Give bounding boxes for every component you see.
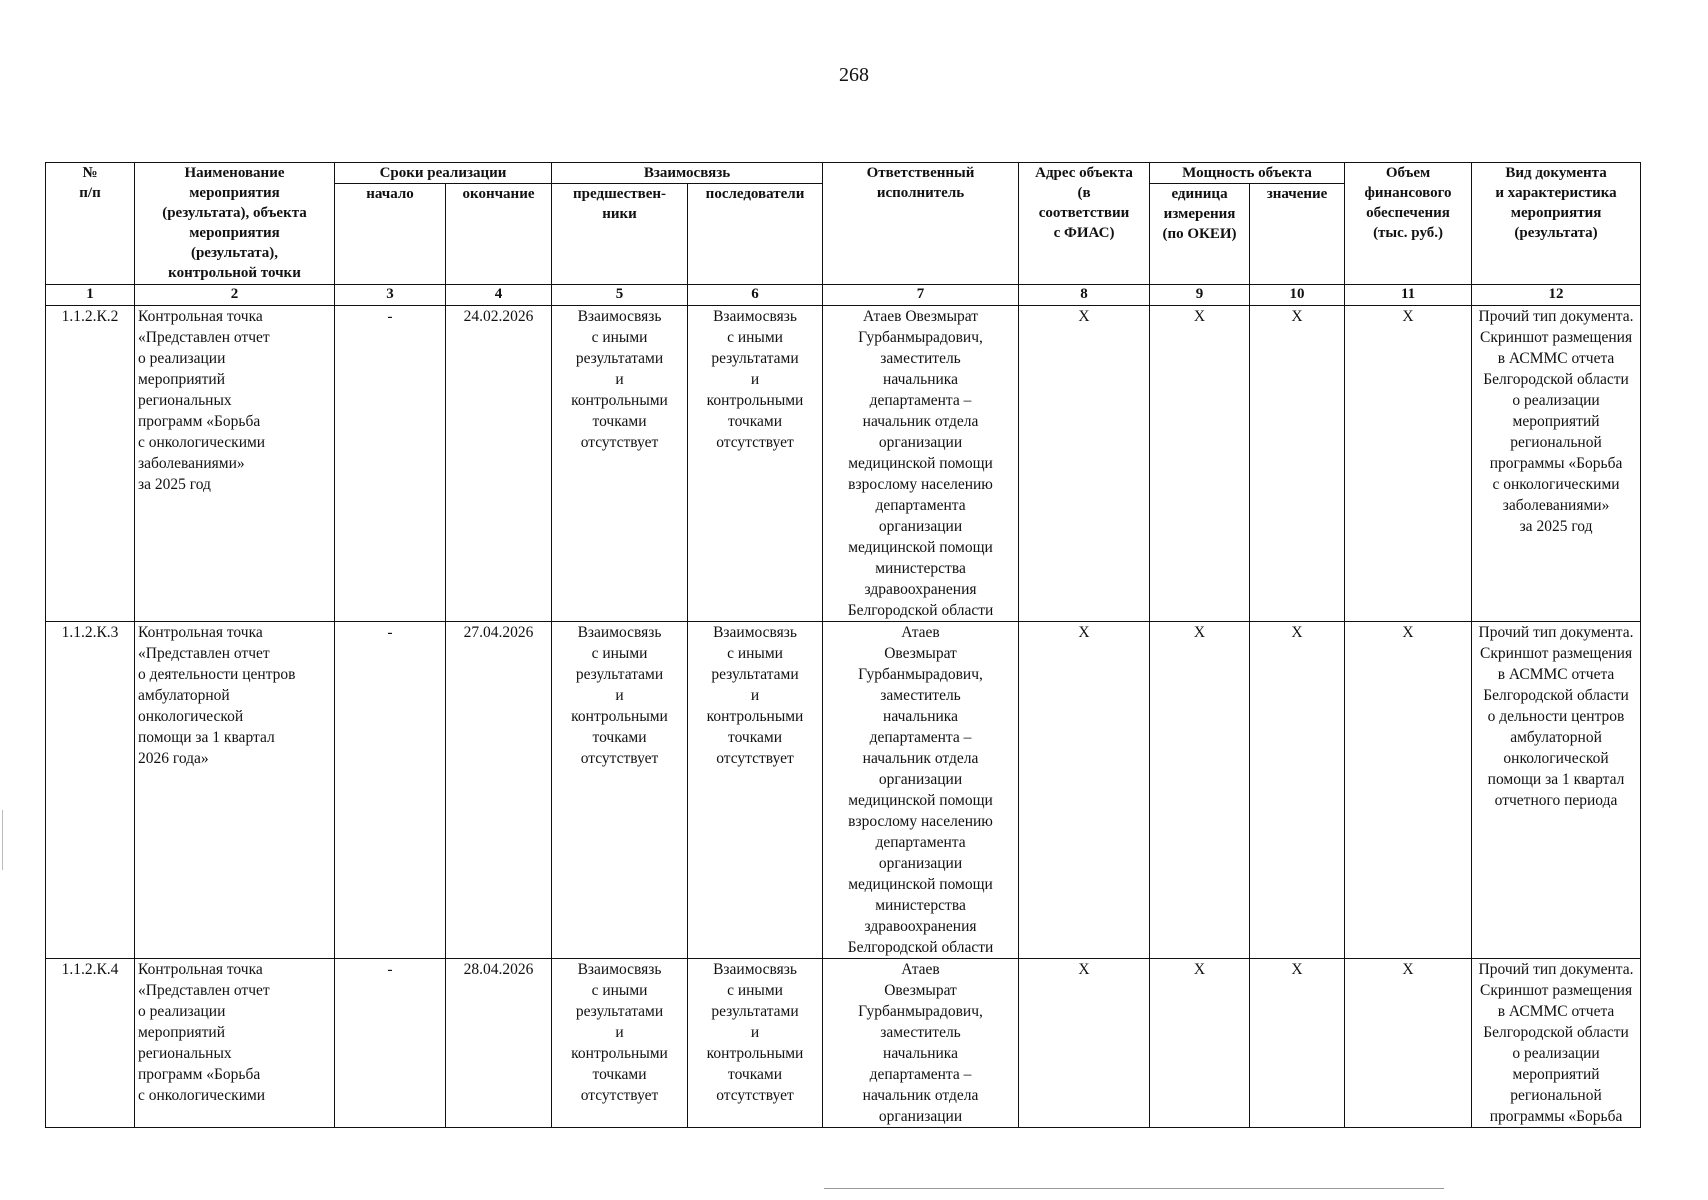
row-start: - [335,622,446,959]
row-successors: Взаимосвязь с иными результатами и контрольными точками отсутствует [688,622,823,959]
row-end: 24.02.2026 [446,306,552,622]
table-row [46,306,1641,622]
column-number: 1 [46,285,135,306]
scan-edge-mark [2,810,3,870]
header-no: № п/п [46,163,135,285]
row-doc-type: Прочий тип документа. Скриншот размещения в АСММС отчета Белгородской области о реализации мероприятий региональной программы «Борьба с онкологическими заболеваниями» за 2025 год [1472,306,1641,622]
header-terms-group: Сроки реализации [335,163,552,184]
row-responsible: Атаев Овезмырат Гурбанмырадович, заместитель начальника департамента – начальник отдела организации медицинской помощи взрослому населению департамента организации медицинской помощи министерства здравоохранения Белгородской области [823,306,1019,622]
header-end: окончание [446,184,552,285]
row-name: Контрольная точка «Представлен отчет о деятельности центров амбулаторной онкологической помощи за 1 квартал 2026 года» [135,622,335,959]
table-row [46,622,1641,959]
row-number: 1.1.2.К.4 [46,959,135,1128]
row-unit: X [1150,959,1250,1128]
header-name: Наименование мероприятия (результата), объекта мероприятия (результата), контрольной точки [135,163,335,285]
header-responsible: Ответственный исполнитель [823,163,1019,285]
page-number: 268 [839,64,869,86]
row-number: 1.1.2.К.3 [46,622,135,959]
row-predecessors: Взаимосвязь с иными результатами и контрольными точками отсутствует [552,959,688,1128]
header-value: значение [1250,184,1345,285]
header-relation-group: Взаимосвязь [552,163,823,184]
header-start: начало [335,184,446,285]
row-predecessors: Взаимосвязь с иными результатами и контрольными точками отсутствует [552,622,688,959]
row-end: 27.04.2026 [446,622,552,959]
row-address: X [1019,959,1150,1128]
column-number: 6 [688,285,823,306]
row-name: Контрольная точка «Представлен отчет о реализации мероприятий региональных программ «Борьба с онкологическими [135,959,335,1128]
table-row [46,959,1641,1128]
column-number: 3 [335,285,446,306]
row-value: X [1250,306,1345,622]
header-address: Адрес объекта (в соответствии с ФИАС) [1019,163,1150,285]
row-unit: X [1150,306,1250,622]
row-start: - [335,306,446,622]
header-finance: Объем финансового обеспечения (тыс. руб.) [1345,163,1472,285]
column-number: 4 [446,285,552,306]
control-points-table [45,162,1641,1128]
header-doc-type: Вид документа и характеристика мероприятия (результата) [1472,163,1641,285]
row-address: X [1019,306,1150,622]
row-start: - [335,959,446,1128]
row-responsible: Атаев Овезмырат Гурбанмырадович, заместитель начальника департамента – начальник отдела организации медицинской помощи взрослому населению департамента организации медицинской помощи министерства здравоохранения Белгородской области [823,622,1019,959]
row-unit: X [1150,622,1250,959]
row-responsible: Атаев Овезмырат Гурбанмырадович, заместитель начальника департамента – начальник отдела организации [823,959,1019,1128]
column-number: 5 [552,285,688,306]
row-number: 1.1.2.К.2 [46,306,135,622]
row-predecessors: Взаимосвязь с иными результатами и контрольными точками отсутствует [552,306,688,622]
row-successors: Взаимосвязь с иными результатами и контрольными точками отсутствует [688,959,823,1128]
row-finance: X [1345,959,1472,1128]
row-end: 28.04.2026 [446,959,552,1128]
header-unit: единица измерения (по ОКЕИ) [1150,184,1250,285]
column-number: 7 [823,285,1019,306]
header-successors: последователи [688,184,823,285]
column-number: 10 [1250,285,1345,306]
row-successors: Взаимосвязь с иными результатами и контрольными точками отсутствует [688,306,823,622]
row-doc-type: Прочий тип документа. Скриншот размещения в АСММС отчета Белгородской области о дельности центров амбулаторной онкологической помощи за 1 квартал отчетного периода [1472,622,1641,959]
row-finance: X [1345,622,1472,959]
column-numbers-row [46,285,1641,306]
column-number: 11 [1345,285,1472,306]
header-capacity-group: Мощность объекта [1150,163,1345,184]
row-name: Контрольная точка «Представлен отчет о реализации мероприятий региональных программ «Борьба с онкологическими заболеваниями» за 2025 год [135,306,335,622]
row-address: X [1019,622,1150,959]
column-number: 2 [135,285,335,306]
row-value: X [1250,622,1345,959]
column-number: 12 [1472,285,1641,306]
column-number: 8 [1019,285,1150,306]
row-value: X [1250,959,1345,1128]
column-number: 9 [1150,285,1250,306]
scan-artifact-line [824,1188,1444,1189]
header-predecessors: предшествен- ники [552,184,688,285]
header-row-1 [46,163,1641,184]
row-doc-type: Прочий тип документа. Скриншот размещения в АСММС отчета Белгородской области о реализации мероприятий региональной программы «Борьба [1472,959,1641,1128]
row-finance: X [1345,306,1472,622]
